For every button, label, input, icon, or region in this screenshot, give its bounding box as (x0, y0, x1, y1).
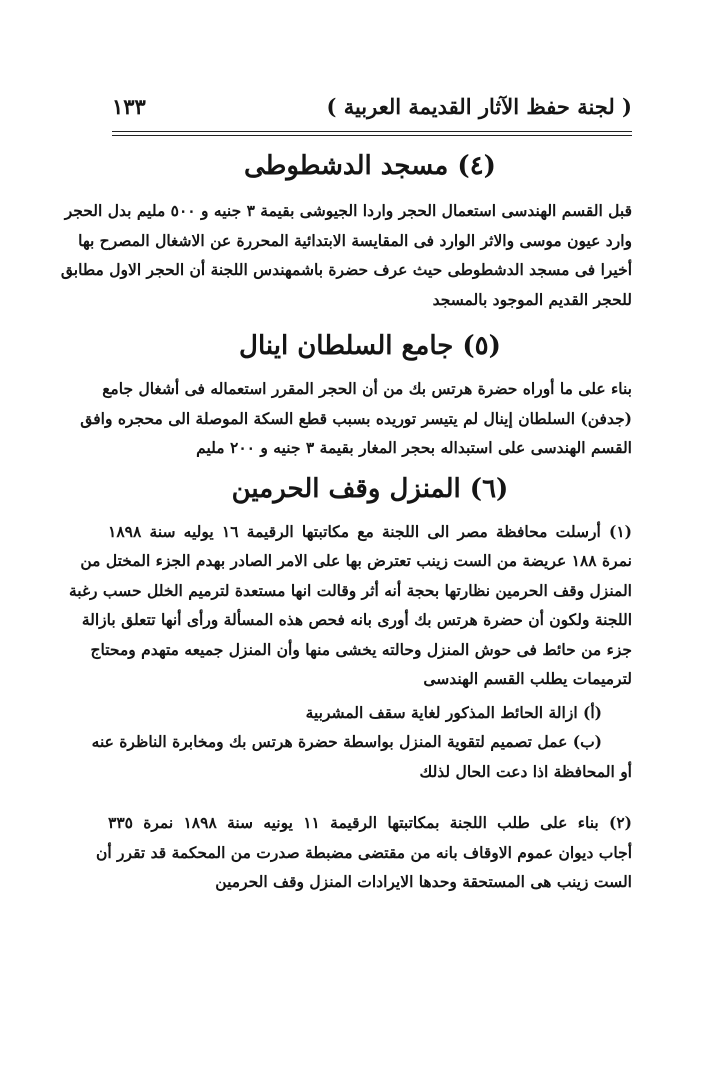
text-line: أخيرا فى مسجد الدشطوطى حيث عرف حضرة باشمهندس اللجنة أن الحجر الاول مطابق (60, 260, 632, 279)
text-line: (جدفن) السلطان إينال لم يتيسر توريده بسبب قطع السكة الموصلة الى محجره وافق (80, 408, 632, 428)
page-body (60, 140, 632, 897)
page-header (112, 88, 632, 128)
section-4-paragraph (60, 196, 632, 314)
section-heading-6: (٦) المنزل وقف الحرمين (231, 473, 509, 504)
section-5-paragraph (80, 374, 632, 463)
section-6-item-2 (95, 808, 632, 897)
running-title: ( لجنة حفظ الآثار القديمة العربية ) (326, 94, 632, 119)
sub-item-b (91, 727, 632, 786)
text-line: نمرة ١٨٨ عريضة من الست زينب تعترض بها على الامر الصادر بهدم الجزء المختل من (80, 551, 632, 570)
text-line: اللجنة ولكون أن حضرة هرتس بك أورى بانه فحص هذه المسألة ورأى أنها تتعلق بازالة (81, 610, 632, 629)
text-line: أو المحافظة اذا دعت الحال لذلك (419, 761, 632, 781)
text-line: وارد عيون موسى والاثر الوارد فى المقايسة الابتدائية المحررة عن الاشغال المصرح بها (78, 230, 632, 250)
text-line: (٢) بناء على طلب اللجنة بمكاتبتها الرقيمة ١١ يونيه سنة ١٨٩٨ نمرة ٣٣٥ (108, 813, 632, 832)
text-line: جزء من حائط فى حوش المنزل وحالته يخشى منها وأن المنزل جميعه متهدم ومحتاج (90, 639, 632, 659)
sub-item-a: (أ) ازالة الحائط المذكور لغاية سقف المشربية (305, 702, 602, 722)
text-line: أجاب ديوان عموم الاوقاف بانه من مقتضى مضبطة صدرت من المحكمة قد تقرر أن (95, 842, 632, 862)
header-rule-top (112, 131, 632, 132)
section-heading-5: (٥) جامع السلطان اينال (239, 331, 501, 361)
text-line: الست زينب هى المستحقة وحدها الايرادات المنزل وقف الحرمين (215, 872, 632, 891)
text-line: قبل القسم الهندسى استعمال الحجر واردا الجيوشى بقيمة ٣ جنيه و ٥٠٠ مليم بدل الحجر (64, 201, 632, 220)
text-line: بناء على ما أوراه حضرة هرتس بك من أن الحجر المقرر استعماله فى أشغال جامع (102, 379, 632, 398)
text-line: (١) أرسلت محافظة مصر الى اللجنة مع مكاتبتها الرقيمة ١٦ يوليه سنة ١٨٩٨ (108, 521, 632, 541)
text-line: (ب) عمل تصميم لتقوية المنزل بواسطة حضرة هرتس بك ومخابرة الناظرة عنه (91, 732, 602, 751)
section-heading-4: (٤) مسجد الدشطوطى (244, 151, 496, 181)
text-line: للحجر القديم الموجود بالمسجد (432, 289, 632, 309)
text-line: المنزل وقف الحرمين نظارتها بحجة أنه أثر وقالت انها مستعدة لترميم الخلل حسب رغبة (68, 580, 632, 600)
header-rule-bottom (112, 135, 632, 136)
text-line: لترميمات يطلب القسم الهندسى (423, 669, 632, 688)
page-number: ١٣٣ (112, 94, 146, 119)
text-line: القسم الهندسى على استبداله بحجر المغار بقيمة ٣ جنيه و ٢٠٠ مليم (196, 438, 632, 457)
section-6-item-1 (68, 517, 632, 694)
